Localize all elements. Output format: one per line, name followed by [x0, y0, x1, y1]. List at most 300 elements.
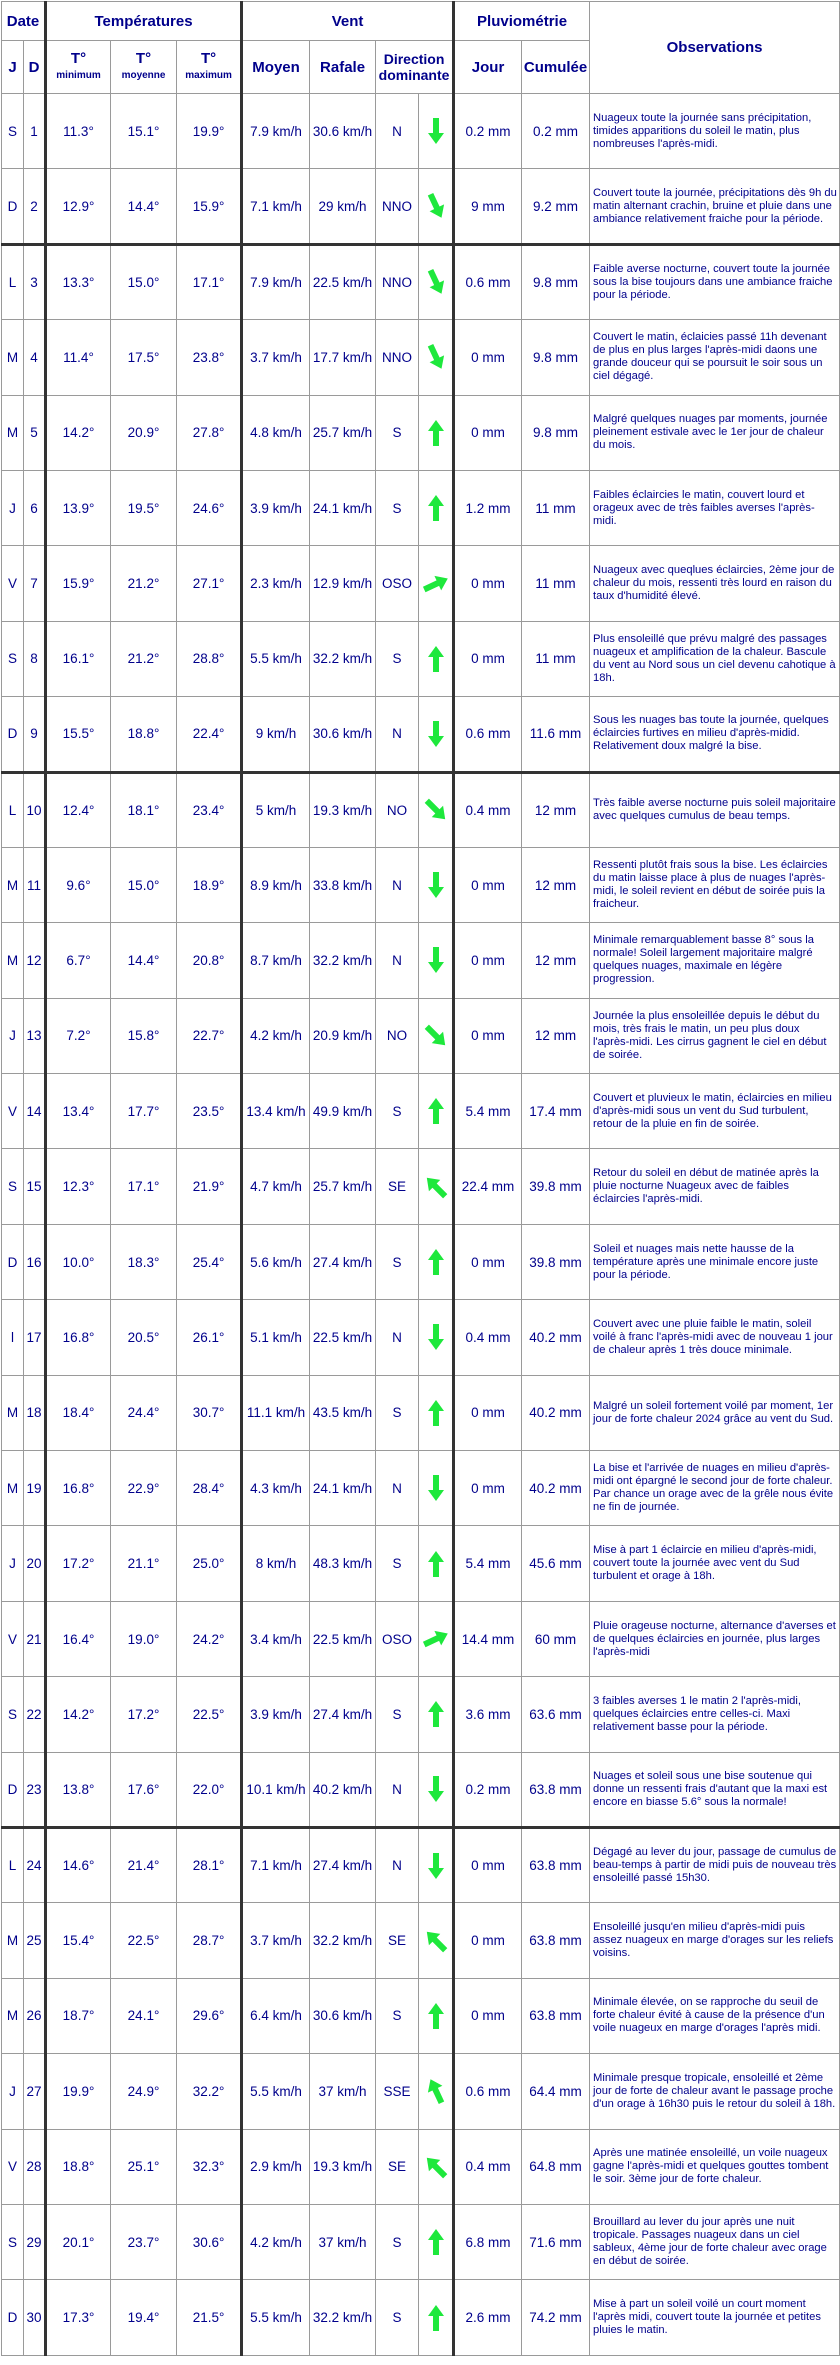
cell-direction-arrow — [419, 1375, 454, 1450]
cell-direction-arrow — [419, 546, 454, 621]
header-cumulee: Cumulée — [522, 41, 590, 94]
header-jour: Jour — [454, 41, 522, 94]
cell-observations: Nuages et soleil sous une bise soutenue qui donne un ressenti frais d'autant que la maxi est encore en biasse 5.6° sous la normale! — [590, 1752, 840, 1827]
cell-tmin: 12.9° — [46, 169, 111, 244]
table-row — [2, 470, 840, 545]
cell-observations: Retour du soleil en début de matinée après la pluie nocturne Nuageux avec de faibles éclaircies l'après-midi. — [590, 1149, 840, 1224]
cell-observations: Malgré un soleil fortement voilé par moment, 1er jour de forte chaleur 2024 grâce au vent du Sud. — [590, 1375, 840, 1450]
cell-vent-moyen: 11.1 km/h — [242, 1375, 310, 1450]
cell-observations: Faibles éclaircies le matin, couvert lourd et orageux avec de très faibles averses l'après-midi. — [590, 470, 840, 545]
cell-jour-semaine: M — [2, 320, 24, 395]
cell-tmax: 24.6° — [177, 470, 242, 545]
cell-tmax: 20.8° — [177, 923, 242, 998]
cell-direction: N — [376, 1752, 419, 1827]
table-row — [2, 2054, 840, 2129]
cell-tmax: 22.5° — [177, 1677, 242, 1752]
cell-vent-moyen: 8 km/h — [242, 1526, 310, 1601]
table-body — [2, 94, 840, 2356]
cell-tmin: 19.9° — [46, 2054, 111, 2129]
header-d: D — [24, 41, 46, 94]
table-row — [2, 1451, 840, 1526]
cell-observations: Couvert toute la journée, précipitations dès 9h du matin alternant crachin, bruine et pluie dans une ambiance relativement fraiche pour la période. — [590, 169, 840, 244]
arrow-up-icon — [426, 2001, 446, 2031]
cell-rafale: 27.4 km/h — [310, 1224, 376, 1299]
cell-observations: Couvert et pluvieux le matin, éclaircies en milieu d'après-midi sous un vent du Sud turbulent, retour de la pluie en fin de soirée. — [590, 1074, 840, 1149]
cell-direction: NNO — [376, 320, 419, 395]
table-row — [2, 94, 840, 169]
cell-tmin: 15.4° — [46, 1903, 111, 1978]
arrow-up-left-icon — [426, 2076, 446, 2106]
cell-rafale: 32.2 km/h — [310, 2280, 376, 2355]
cell-tmin: 18.8° — [46, 2129, 111, 2204]
cell-tmoy: 23.7° — [111, 2204, 177, 2279]
cell-direction: S — [376, 621, 419, 696]
cell-jour-semaine: L — [2, 244, 24, 319]
cell-date: 9 — [24, 697, 46, 772]
cell-direction: N — [376, 94, 419, 169]
arrow-down-right-icon — [426, 191, 446, 221]
cell-tmoy: 19.4° — [111, 2280, 177, 2355]
cell-jour-semaine: D — [2, 1224, 24, 1299]
table-row — [2, 395, 840, 470]
cell-pluie-cumulee: 63.8 mm — [522, 1903, 590, 1978]
cell-tmoy: 18.8° — [111, 697, 177, 772]
cell-tmoy: 24.9° — [111, 2054, 177, 2129]
cell-jour-semaine: S — [2, 1149, 24, 1224]
cell-tmoy: 20.9° — [111, 395, 177, 470]
cell-observations: Pluie orageuse nocturne, alternance d'averses et de quelques éclaircies en journée, plus larges l'après-midi — [590, 1601, 840, 1676]
cell-tmin: 16.1° — [46, 621, 111, 696]
cell-pluie-jour: 3.6 mm — [454, 1677, 522, 1752]
cell-vent-moyen: 7.1 km/h — [242, 169, 310, 244]
cell-pluie-cumulee: 11.6 mm — [522, 697, 590, 772]
cell-date: 18 — [24, 1375, 46, 1450]
cell-observations: Mise à part 1 éclaircie en milieu d'après-midi, couvert toute la journée avec vent du Sud turbulent et orage à 18h. — [590, 1526, 840, 1601]
cell-direction: N — [376, 697, 419, 772]
cell-vent-moyen: 4.8 km/h — [242, 395, 310, 470]
cell-date: 11 — [24, 847, 46, 922]
cell-direction-arrow — [419, 772, 454, 847]
cell-pluie-jour: 0 mm — [454, 1978, 522, 2053]
cell-tmin: 18.4° — [46, 1375, 111, 1450]
cell-pluie-cumulee: 40.2 mm — [522, 1375, 590, 1450]
cell-direction-arrow — [419, 395, 454, 470]
cell-date: 30 — [24, 2280, 46, 2355]
cell-vent-moyen: 8.7 km/h — [242, 923, 310, 998]
cell-pluie-jour: 0.6 mm — [454, 2054, 522, 2129]
cell-tmoy: 14.4° — [111, 923, 177, 998]
cell-jour-semaine: V — [2, 546, 24, 621]
cell-date: 12 — [24, 923, 46, 998]
cell-pluie-cumulee: 45.6 mm — [522, 1526, 590, 1601]
table-row — [2, 1903, 840, 1978]
cell-date: 16 — [24, 1224, 46, 1299]
cell-direction-arrow — [419, 923, 454, 998]
cell-observations: Journée la plus ensoleillée depuis le début du mois, très frais le matin, un peu plus doux l'après-midi. Les cirrus gagnent le ciel en début de soirée. — [590, 998, 840, 1073]
arrow-up-icon — [426, 2227, 446, 2257]
cell-direction: S — [376, 395, 419, 470]
cell-jour-semaine: D — [2, 1752, 24, 1827]
cell-pluie-cumulee: 63.8 mm — [522, 1978, 590, 2053]
cell-rafale: 12.9 km/h — [310, 546, 376, 621]
cell-direction-arrow — [419, 621, 454, 696]
cell-tmin: 9.6° — [46, 847, 111, 922]
table-row — [2, 1149, 840, 1224]
cell-tmax: 22.7° — [177, 998, 242, 1073]
cell-tmoy: 17.2° — [111, 1677, 177, 1752]
cell-tmax: 17.1° — [177, 244, 242, 319]
cell-tmoy: 18.3° — [111, 1224, 177, 1299]
table-header — [2, 2, 840, 94]
cell-vent-moyen: 5.6 km/h — [242, 1224, 310, 1299]
cell-tmin: 7.2° — [46, 998, 111, 1073]
cell-vent-moyen: 7.9 km/h — [242, 94, 310, 169]
cell-date: 14 — [24, 1074, 46, 1149]
cell-vent-moyen: 3.4 km/h — [242, 1601, 310, 1676]
cell-tmin: 14.6° — [46, 1827, 111, 1902]
cell-vent-moyen: 3.9 km/h — [242, 470, 310, 545]
cell-pluie-cumulee: 39.8 mm — [522, 1224, 590, 1299]
cell-tmin: 15.5° — [46, 697, 111, 772]
cell-date: 19 — [24, 1451, 46, 1526]
cell-observations: Mise à part un soleil voilé un court moment l'après midi, couvert toute la journée et petites pluies le matin. — [590, 2280, 840, 2355]
cell-date: 21 — [24, 1601, 46, 1676]
cell-pluie-jour: 0 mm — [454, 546, 522, 621]
cell-direction: N — [376, 847, 419, 922]
cell-jour-semaine: J — [2, 470, 24, 545]
cell-direction-arrow — [419, 998, 454, 1073]
cell-jour-semaine: J — [2, 2054, 24, 2129]
arrow-up-left-icon — [426, 1172, 446, 1202]
cell-observations: Couvert avec une pluie faible le matin, soleil voilé à franc l'après-midi avec de nouveau 1 jour de chaleur après 1 très douce minimale. — [590, 1300, 840, 1375]
arrow-down-icon — [426, 1473, 446, 1503]
cell-pluie-jour: 0 mm — [454, 847, 522, 922]
cell-date: 25 — [24, 1903, 46, 1978]
cell-tmoy: 21.1° — [111, 1526, 177, 1601]
cell-direction: N — [376, 1300, 419, 1375]
cell-rafale: 22.5 km/h — [310, 1300, 376, 1375]
arrow-down-icon — [426, 945, 446, 975]
cell-pluie-cumulee: 64.8 mm — [522, 2129, 590, 2204]
cell-date: 15 — [24, 1149, 46, 1224]
cell-tmin: 16.8° — [46, 1300, 111, 1375]
cell-jour-semaine: V — [2, 1601, 24, 1676]
cell-rafale: 27.4 km/h — [310, 1677, 376, 1752]
table-row — [2, 1224, 840, 1299]
arrow-up-icon — [426, 493, 446, 523]
cell-direction: SE — [376, 1903, 419, 1978]
cell-pluie-jour: 0.2 mm — [454, 94, 522, 169]
cell-direction-arrow — [419, 2280, 454, 2355]
cell-rafale: 22.5 km/h — [310, 244, 376, 319]
cell-pluie-cumulee: 40.2 mm — [522, 1300, 590, 1375]
cell-pluie-cumulee: 9.8 mm — [522, 395, 590, 470]
cell-tmax: 28.7° — [177, 1903, 242, 1978]
cell-tmax: 23.5° — [177, 1074, 242, 1149]
cell-tmax: 15.9° — [177, 169, 242, 244]
cell-date: 17 — [24, 1300, 46, 1375]
cell-rafale: 37 km/h — [310, 2204, 376, 2279]
arrow-down-icon — [426, 870, 446, 900]
cell-pluie-jour: 0 mm — [454, 320, 522, 395]
cell-tmax: 30.7° — [177, 1375, 242, 1450]
header-rafale: Rafale — [310, 41, 376, 94]
cell-pluie-cumulee: 64.4 mm — [522, 2054, 590, 2129]
cell-direction: SE — [376, 1149, 419, 1224]
cell-pluie-jour: 0 mm — [454, 1903, 522, 1978]
cell-pluie-jour: 0.4 mm — [454, 2129, 522, 2204]
cell-tmin: 6.7° — [46, 923, 111, 998]
cell-date: 1 — [24, 94, 46, 169]
cell-tmax: 26.1° — [177, 1300, 242, 1375]
cell-rafale: 19.3 km/h — [310, 2129, 376, 2204]
cell-pluie-jour: 0 mm — [454, 998, 522, 1073]
cell-pluie-jour: 0 mm — [454, 1827, 522, 1902]
cell-direction: N — [376, 1827, 419, 1902]
cell-pluie-jour: 0 mm — [454, 923, 522, 998]
cell-tmax: 23.8° — [177, 320, 242, 395]
table-row — [2, 320, 840, 395]
cell-date: 26 — [24, 1978, 46, 2053]
cell-direction: OSO — [376, 1601, 419, 1676]
cell-tmin: 18.7° — [46, 1978, 111, 2053]
cell-observations: Ressenti plutôt frais sous la bise. Les éclaircies du matin laisse place à plus de nuages l'après-midi, le soleil revient en début de soirée puis la fraicheur. — [590, 847, 840, 922]
cell-vent-moyen: 5.5 km/h — [242, 2280, 310, 2355]
header-tmax: T° maximum — [177, 41, 242, 94]
cell-jour-semaine: J — [2, 998, 24, 1073]
cell-vent-moyen: 7.1 km/h — [242, 1827, 310, 1902]
cell-tmoy: 15.8° — [111, 998, 177, 1073]
cell-pluie-cumulee: 39.8 mm — [522, 1149, 590, 1224]
cell-tmoy: 17.1° — [111, 1149, 177, 1224]
cell-tmin: 13.4° — [46, 1074, 111, 1149]
cell-date: 8 — [24, 621, 46, 696]
cell-jour-semaine: L — [2, 1827, 24, 1902]
cell-pluie-cumulee: 9.8 mm — [522, 320, 590, 395]
cell-tmax: 28.8° — [177, 621, 242, 696]
cell-direction-arrow — [419, 1752, 454, 1827]
cell-vent-moyen: 3.7 km/h — [242, 320, 310, 395]
cell-tmin: 14.2° — [46, 1677, 111, 1752]
cell-jour-semaine: D — [2, 2280, 24, 2355]
cell-direction-arrow — [419, 1149, 454, 1224]
cell-direction: NO — [376, 998, 419, 1073]
cell-pluie-jour: 0 mm — [454, 621, 522, 696]
cell-observations: La bise et l'arrivée de nuages en milieu d'après-midi ont épargné le second jour de forte chaleur. Par chance un orage avec de la grêle nous évite ne fin de journée. — [590, 1451, 840, 1526]
table-row — [2, 697, 840, 772]
cell-direction: S — [376, 2204, 419, 2279]
cell-tmoy: 15.1° — [111, 94, 177, 169]
cell-direction: S — [376, 1224, 419, 1299]
cell-direction: S — [376, 1677, 419, 1752]
header-tmoy: T° moyenne — [111, 41, 177, 94]
cell-direction-arrow — [419, 1601, 454, 1676]
cell-observations: 3 faibles averses 1 le matin 2 l'après-midi, quelques éclaircies entre celles-ci. Maxi relativement basse pour la période. — [590, 1677, 840, 1752]
cell-vent-moyen: 4.2 km/h — [242, 2204, 310, 2279]
arrow-down-icon — [426, 1851, 446, 1881]
cell-direction-arrow — [419, 697, 454, 772]
table-row — [2, 1827, 840, 1902]
cell-tmax: 22.0° — [177, 1752, 242, 1827]
cell-date: 2 — [24, 169, 46, 244]
cell-observations: Minimale remarquablement basse 8° sous la normale! Soleil largement majoritaire malgré quelques nuages, maximale en légère progression. — [590, 923, 840, 998]
cell-tmoy: 24.1° — [111, 1978, 177, 2053]
cell-direction: NNO — [376, 169, 419, 244]
cell-direction: S — [376, 1526, 419, 1601]
cell-tmin: 11.4° — [46, 320, 111, 395]
cell-rafale: 49.9 km/h — [310, 1074, 376, 1149]
cell-tmin: 16.4° — [46, 1601, 111, 1676]
cell-vent-moyen: 4.7 km/h — [242, 1149, 310, 1224]
cell-pluie-cumulee: 12 mm — [522, 772, 590, 847]
cell-date: 27 — [24, 2054, 46, 2129]
cell-tmin: 14.2° — [46, 395, 111, 470]
table-row — [2, 1752, 840, 1827]
cell-jour-semaine: V — [2, 2129, 24, 2204]
cell-vent-moyen: 4.2 km/h — [242, 998, 310, 1073]
cell-observations: Nuageux avec queqlues éclaircies, 2ème jour de chaleur du mois, ressenti très lourd en raison du taux d'humidité élevé. — [590, 546, 840, 621]
cell-direction-arrow — [419, 169, 454, 244]
cell-pluie-cumulee: 11 mm — [522, 621, 590, 696]
cell-vent-moyen: 5.1 km/h — [242, 1300, 310, 1375]
header-pluviometrie: Pluviométrie — [454, 2, 590, 41]
cell-direction-arrow — [419, 2054, 454, 2129]
cell-direction-arrow — [419, 1903, 454, 1978]
arrow-down-right-icon — [426, 342, 446, 372]
cell-tmax: 32.3° — [177, 2129, 242, 2204]
cell-tmin: 12.3° — [46, 1149, 111, 1224]
cell-direction-arrow — [419, 1526, 454, 1601]
cell-tmoy: 15.0° — [111, 244, 177, 319]
cell-tmoy: 25.1° — [111, 2129, 177, 2204]
cell-pluie-cumulee: 63.8 mm — [522, 1827, 590, 1902]
cell-rafale: 30.6 km/h — [310, 697, 376, 772]
cell-tmax: 23.4° — [177, 772, 242, 847]
cell-tmax: 18.9° — [177, 847, 242, 922]
cell-direction: S — [376, 2280, 419, 2355]
arrow-down-icon — [426, 116, 446, 146]
cell-pluie-jour: 0.4 mm — [454, 772, 522, 847]
cell-direction-arrow — [419, 1451, 454, 1526]
cell-date: 29 — [24, 2204, 46, 2279]
cell-rafale: 32.2 km/h — [310, 923, 376, 998]
cell-observations: Dégagé au lever du jour, passage de cumulus de beau-temps à partir de midi puis de nouveau très ensoleillé passé 15h30. — [590, 1827, 840, 1902]
cell-direction: SE — [376, 2129, 419, 2204]
cell-tmin: 17.3° — [46, 2280, 111, 2355]
cell-observations: Très faible averse nocturne puis soleil majoritaire avec quelques cumulus de beau temps. — [590, 772, 840, 847]
cell-observations: Ensoleillé jusqu'en milieu d'après-midi puis assez nuageux en marge d'orages sur les reliefs voisins. — [590, 1903, 840, 1978]
table-row — [2, 2129, 840, 2204]
cell-rafale: 25.7 km/h — [310, 395, 376, 470]
cell-tmin: 13.8° — [46, 1752, 111, 1827]
cell-pluie-cumulee: 0.2 mm — [522, 94, 590, 169]
cell-direction-arrow — [419, 1074, 454, 1149]
cell-tmin: 20.1° — [46, 2204, 111, 2279]
cell-direction: S — [376, 1074, 419, 1149]
cell-tmin: 15.9° — [46, 546, 111, 621]
cell-direction: S — [376, 1375, 419, 1450]
cell-pluie-jour: 1.2 mm — [454, 470, 522, 545]
cell-jour-semaine: S — [2, 94, 24, 169]
cell-direction-arrow — [419, 1827, 454, 1902]
cell-pluie-cumulee: 12 mm — [522, 998, 590, 1073]
arrow-up-icon — [426, 1096, 446, 1126]
cell-vent-moyen: 9 km/h — [242, 697, 310, 772]
cell-pluie-cumulee: 40.2 mm — [522, 1451, 590, 1526]
cell-direction: S — [376, 470, 419, 545]
table-row — [2, 1074, 840, 1149]
cell-vent-moyen: 7.9 km/h — [242, 244, 310, 319]
cell-tmoy: 19.0° — [111, 1601, 177, 1676]
arrow-down-icon — [426, 719, 446, 749]
arrow-up-icon — [426, 418, 446, 448]
table-row — [2, 847, 840, 922]
cell-direction: SSE — [376, 2054, 419, 2129]
cell-tmoy: 18.1° — [111, 772, 177, 847]
cell-rafale: 19.3 km/h — [310, 772, 376, 847]
arrow-down-icon — [426, 1322, 446, 1352]
cell-direction: N — [376, 1451, 419, 1526]
arrow-up-icon — [426, 1549, 446, 1579]
table-row — [2, 2204, 840, 2279]
cell-tmin: 11.3° — [46, 94, 111, 169]
cell-jour-semaine: D — [2, 169, 24, 244]
cell-pluie-cumulee: 9.2 mm — [522, 169, 590, 244]
arrow-up-icon — [426, 1398, 446, 1428]
cell-rafale: 32.2 km/h — [310, 1903, 376, 1978]
table-row — [2, 998, 840, 1073]
cell-rafale: 29 km/h — [310, 169, 376, 244]
arrow-down-icon — [426, 1774, 446, 1804]
cell-tmin: 16.8° — [46, 1451, 111, 1526]
cell-tmax: 21.5° — [177, 2280, 242, 2355]
cell-pluie-cumulee: 12 mm — [522, 847, 590, 922]
cell-tmax: 32.2° — [177, 2054, 242, 2129]
cell-tmax: 19.9° — [177, 94, 242, 169]
cell-tmax: 21.9° — [177, 1149, 242, 1224]
table-row — [2, 772, 840, 847]
cell-pluie-jour: 0.4 mm — [454, 1300, 522, 1375]
cell-direction: NNO — [376, 244, 419, 319]
cell-vent-moyen: 10.1 km/h — [242, 1752, 310, 1827]
cell-rafale: 22.5 km/h — [310, 1601, 376, 1676]
cell-jour-semaine: M — [2, 1451, 24, 1526]
cell-tmax: 25.0° — [177, 1526, 242, 1601]
cell-date: 5 — [24, 395, 46, 470]
cell-tmoy: 24.4° — [111, 1375, 177, 1450]
cell-rafale: 33.8 km/h — [310, 847, 376, 922]
table-row — [2, 2280, 840, 2355]
header-moyen: Moyen — [242, 41, 310, 94]
cell-vent-moyen: 8.9 km/h — [242, 847, 310, 922]
cell-direction: OSO — [376, 546, 419, 621]
cell-jour-semaine: M — [2, 1978, 24, 2053]
table-row — [2, 546, 840, 621]
cell-date: 28 — [24, 2129, 46, 2204]
cell-tmin: 13.9° — [46, 470, 111, 545]
cell-tmoy: 14.4° — [111, 169, 177, 244]
cell-rafale: 20.9 km/h — [310, 998, 376, 1073]
cell-tmax: 28.1° — [177, 1827, 242, 1902]
cell-tmin: 17.2° — [46, 1526, 111, 1601]
cell-tmax: 22.4° — [177, 697, 242, 772]
header-j: J — [2, 41, 24, 94]
cell-pluie-jour: 2.6 mm — [454, 2280, 522, 2355]
cell-jour-semaine: M — [2, 395, 24, 470]
cell-rafale: 40.2 km/h — [310, 1752, 376, 1827]
cell-rafale: 24.1 km/h — [310, 470, 376, 545]
cell-direction-arrow — [419, 320, 454, 395]
